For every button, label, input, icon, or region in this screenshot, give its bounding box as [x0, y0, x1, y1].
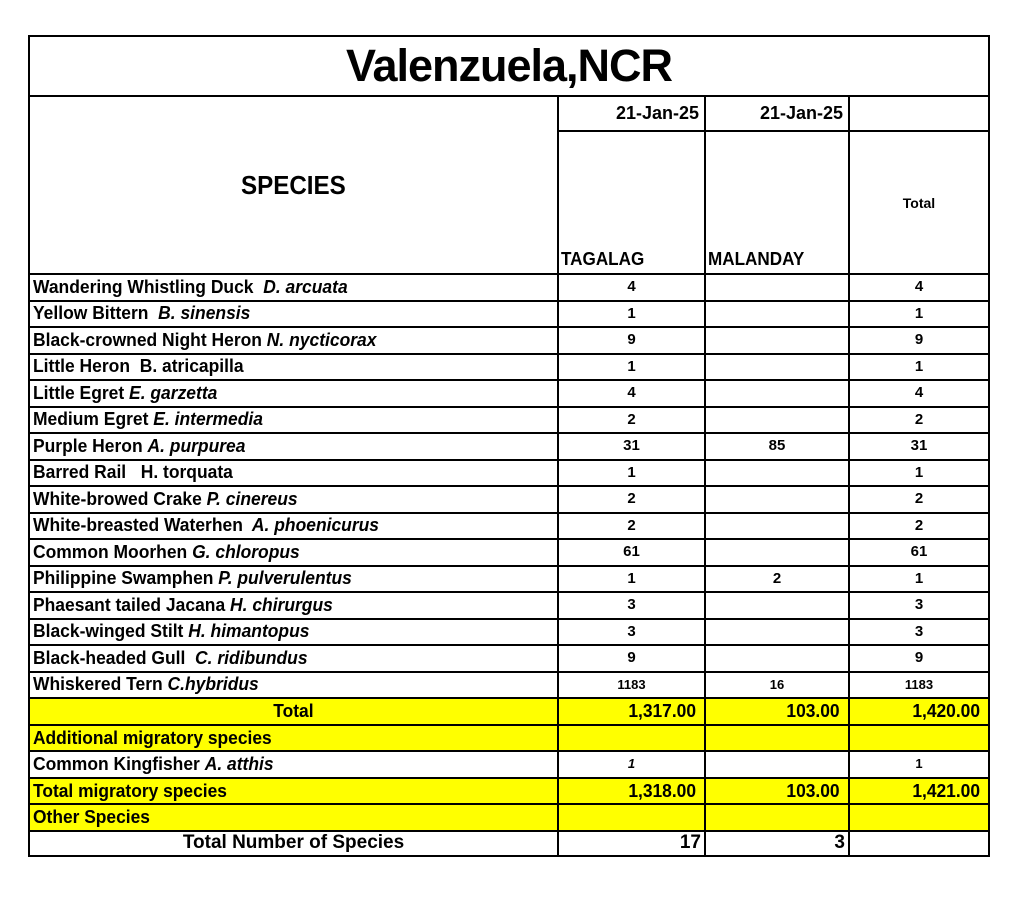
bird-count-sheet — [28, 35, 990, 857]
species-name-cell — [29, 354, 558, 381]
tagalag-value-cell — [558, 672, 705, 699]
scientific-name: C.hybridus — [167, 674, 259, 695]
malanday-value: 2 — [772, 569, 782, 587]
scientific-name: E. garzetta — [129, 382, 218, 403]
title-row — [29, 36, 989, 96]
row-label: Other Species — [33, 806, 150, 828]
scientific-name: C. ridibundus — [190, 647, 308, 668]
scientific-name: A. phoenicurus — [247, 515, 380, 536]
common-name: Common Kingfisher — [33, 753, 205, 774]
summary-label-cell — [29, 778, 558, 805]
species-header-cell — [29, 96, 558, 274]
tagalag-column-header-cell — [558, 131, 705, 274]
species-row — [29, 486, 989, 513]
summary-row — [29, 778, 989, 805]
species-name-cell — [29, 592, 558, 619]
total-value: 9 — [914, 649, 924, 667]
common-name: Philippine Swamphen — [33, 568, 219, 589]
tagalag-value-cell — [558, 566, 705, 593]
species-row — [29, 301, 989, 328]
tagalag-value: 1 — [627, 756, 636, 772]
total-value: 1 — [914, 304, 924, 322]
malanday-date: 21-Jan-25 — [759, 103, 843, 123]
tagalag-value-cell — [558, 592, 705, 619]
species-row — [29, 407, 989, 434]
species-row — [29, 274, 989, 301]
total-value-cell — [849, 672, 989, 699]
tagalag-value: 2 — [627, 410, 636, 428]
dates-row — [29, 96, 989, 131]
malanday-value-cell — [705, 804, 849, 831]
row-label: Total Number of Species — [182, 832, 405, 853]
date-cell-malanday — [705, 96, 849, 131]
malanday-value-cell — [705, 725, 849, 752]
malanday-value-cell — [705, 592, 849, 619]
malanday-value-cell — [705, 672, 849, 699]
common-name: Phaesant tailed Jacana — [33, 594, 231, 615]
tagalag-value-cell — [558, 539, 705, 566]
malanday-value-cell — [705, 751, 849, 778]
total-value-cell — [849, 433, 989, 460]
malanday-column-header-cell — [705, 131, 849, 274]
page-title: Valenzuela,NCR — [345, 40, 673, 91]
total-value: 1 — [914, 569, 924, 587]
malanday-value-cell — [705, 354, 849, 381]
species-name-cell — [29, 672, 558, 699]
malanday-column-label: MALANDAY — [708, 249, 805, 269]
tagalag-value: 31 — [623, 437, 640, 455]
malanday-value-cell — [705, 698, 849, 725]
species-name-cell — [29, 619, 558, 646]
species-name-cell — [29, 301, 558, 328]
common-name: Wandering Whistling Duck — [33, 276, 259, 297]
common-name: Black-crowned Night Heron — [33, 329, 267, 350]
species-name-cell — [29, 407, 558, 434]
total-value: 4 — [914, 278, 924, 296]
total-value: 1 — [915, 756, 923, 772]
scientific-name: A. purpurea — [147, 435, 246, 456]
scientific-name: D. arcuata — [258, 276, 348, 297]
total-value-cell — [849, 804, 989, 831]
tagalag-value: 1 — [627, 357, 636, 375]
summary-row — [29, 725, 989, 752]
tagalag-value: 4 — [627, 278, 636, 296]
scientific-name: E. intermedia — [153, 409, 263, 430]
species-name-cell — [29, 751, 558, 778]
total-value: 1183 — [904, 676, 934, 692]
species-name-cell — [29, 380, 558, 407]
species-name-cell — [29, 274, 558, 301]
malanday-value-cell — [705, 778, 849, 805]
tagalag-value: 1,317.00 — [628, 700, 696, 722]
common-name: White-browed Crake — [33, 488, 207, 509]
total-value-cell — [849, 486, 989, 513]
total-value-cell — [849, 831, 989, 856]
malanday-value-cell — [705, 327, 849, 354]
date-cell-total-empty — [849, 96, 989, 131]
total-value: 1,421.00 — [912, 779, 980, 801]
table-title-cell — [29, 36, 989, 96]
tagalag-value: 1,318.00 — [628, 779, 696, 801]
row-label: Total migratory species — [33, 779, 227, 801]
tagalag-value: 3 — [627, 596, 636, 614]
total-value-cell — [849, 460, 989, 487]
species-name-cell — [29, 513, 558, 540]
total-value-cell — [849, 380, 989, 407]
total-value-cell — [849, 725, 989, 752]
tagalag-value: 2 — [627, 490, 636, 508]
scientific-name: G. chloropus — [192, 541, 300, 562]
species-row — [29, 513, 989, 540]
total-value-cell — [849, 698, 989, 725]
tagalag-value: 17 — [679, 832, 701, 853]
tagalag-value-cell — [558, 301, 705, 328]
total-value: 9 — [914, 331, 924, 349]
scientific-name: N. nycticorax — [266, 329, 377, 350]
species-header-label: SPECIES — [241, 169, 346, 200]
summary-row — [29, 698, 989, 725]
total-value-cell — [849, 539, 989, 566]
total-value: 3 — [914, 596, 924, 614]
scientific-name: B. sinensis — [153, 303, 251, 324]
total-value-cell — [849, 619, 989, 646]
species-name-cell — [29, 645, 558, 672]
tagalag-value-cell — [558, 619, 705, 646]
tagalag-value-cell — [558, 354, 705, 381]
tagalag-date: 21-Jan-25 — [615, 103, 699, 123]
species-name-cell — [29, 486, 558, 513]
malanday-value-cell — [705, 380, 849, 407]
species-row — [29, 354, 989, 381]
species-row — [29, 433, 989, 460]
common-name: Little Egret — [33, 382, 130, 403]
scientific-name: B. atricapilla — [134, 356, 244, 377]
malanday-value-cell — [705, 566, 849, 593]
malanday-value: 103.00 — [786, 700, 840, 722]
total-value-cell — [849, 592, 989, 619]
common-name: Whiskered Tern — [33, 674, 168, 695]
total-value: 1 — [914, 357, 924, 375]
total-value-cell — [849, 751, 989, 778]
malanday-value-cell — [705, 301, 849, 328]
total-value-cell — [849, 778, 989, 805]
tagalag-value-cell — [558, 778, 705, 805]
summary-row — [29, 804, 989, 831]
malanday-value: 16 — [769, 676, 785, 692]
tagalag-value-cell — [558, 831, 705, 856]
total-value: 61 — [910, 543, 928, 561]
malanday-value-cell — [705, 831, 849, 856]
tagalag-value-cell — [558, 380, 705, 407]
common-name: Little Heron — [33, 356, 135, 377]
tagalag-value-cell — [558, 407, 705, 434]
total-value-cell — [849, 354, 989, 381]
tagalag-value: 61 — [623, 543, 640, 561]
species-row — [29, 751, 989, 778]
tagalag-value: 2 — [627, 516, 636, 534]
total-value: 2 — [914, 516, 924, 534]
tagalag-value: 1 — [627, 304, 636, 322]
total-value-cell — [849, 407, 989, 434]
grand-total-row — [29, 831, 989, 856]
malanday-value: 103.00 — [786, 779, 840, 801]
total-value: 3 — [914, 622, 924, 640]
scientific-name: P. cinereus — [206, 488, 298, 509]
total-value-cell — [849, 327, 989, 354]
common-name: Black-winged Stilt — [33, 621, 189, 642]
scientific-name: H. himantopus — [188, 621, 310, 642]
malanday-value-cell — [705, 486, 849, 513]
malanday-value: 85 — [768, 437, 786, 455]
malanday-value-cell — [705, 645, 849, 672]
common-name: Medium Egret — [33, 409, 154, 430]
tagalag-value: 1 — [627, 569, 636, 587]
summary-label-cell — [29, 804, 558, 831]
date-cell-tagalag — [558, 96, 705, 131]
tagalag-value-cell — [558, 460, 705, 487]
scientific-name: A. atthis — [204, 753, 274, 774]
tagalag-value: 3 — [627, 622, 636, 640]
species-row — [29, 539, 989, 566]
tagalag-value-cell — [558, 486, 705, 513]
total-value-cell — [849, 301, 989, 328]
species-row — [29, 327, 989, 354]
species-row — [29, 672, 989, 699]
malanday-value-cell — [705, 407, 849, 434]
summary-label-cell — [29, 698, 558, 725]
grand-total-label-cell — [29, 831, 558, 856]
malanday-value-cell — [705, 539, 849, 566]
row-label: Total — [273, 700, 314, 722]
common-name: Purple Heron — [33, 435, 148, 456]
tagalag-value: 9 — [627, 331, 636, 349]
tagalag-column-label: TAGALAG — [561, 249, 645, 269]
species-row — [29, 645, 989, 672]
common-name: White-breasted Waterhen — [33, 515, 248, 536]
species-name-cell — [29, 539, 558, 566]
total-value: 4 — [914, 384, 924, 402]
common-name: Black-headed Gull — [33, 647, 191, 668]
total-value-cell — [849, 645, 989, 672]
species-name-cell — [29, 460, 558, 487]
tagalag-value: 4 — [627, 384, 636, 402]
tagalag-value-cell — [558, 698, 705, 725]
malanday-value-cell — [705, 433, 849, 460]
scientific-name: H. torquata — [131, 462, 233, 483]
tagalag-value-cell — [558, 725, 705, 752]
summary-label-cell — [29, 725, 558, 752]
tagalag-value-cell — [558, 751, 705, 778]
tagalag-value: 1183 — [617, 676, 646, 692]
malanday-value-cell — [705, 513, 849, 540]
common-name: Barred Rail — [33, 462, 132, 483]
total-column-label: Total — [902, 194, 936, 211]
species-row — [29, 380, 989, 407]
total-value-cell — [849, 566, 989, 593]
species-row — [29, 592, 989, 619]
common-name: Yellow Bittern — [33, 303, 154, 324]
tagalag-value-cell — [558, 513, 705, 540]
total-value: 2 — [914, 410, 924, 428]
total-value-cell — [849, 513, 989, 540]
species-name-cell — [29, 327, 558, 354]
malanday-value: 3 — [834, 832, 845, 853]
malanday-value-cell — [705, 274, 849, 301]
tagalag-value-cell — [558, 804, 705, 831]
common-name: Common Moorhen — [33, 541, 193, 562]
tagalag-value-cell — [558, 645, 705, 672]
tagalag-value-cell — [558, 433, 705, 460]
tagalag-value: 9 — [627, 649, 636, 667]
tagalag-value: 1 — [627, 463, 636, 481]
total-value-cell — [849, 274, 989, 301]
total-value: 31 — [910, 437, 928, 455]
total-value: 2 — [914, 490, 924, 508]
row-label: Additional migratory species — [33, 726, 272, 748]
malanday-value-cell — [705, 460, 849, 487]
total-column-header-cell — [849, 131, 989, 274]
species-row — [29, 619, 989, 646]
tagalag-value-cell — [558, 327, 705, 354]
species-name-cell — [29, 566, 558, 593]
tagalag-value-cell — [558, 274, 705, 301]
scientific-name: P. pulverulentus — [218, 568, 352, 589]
species-name-cell — [29, 433, 558, 460]
malanday-value-cell — [705, 619, 849, 646]
scientific-name: H. chirurgus — [230, 594, 333, 615]
total-value: 1,420.00 — [912, 700, 980, 722]
total-value: 1 — [914, 463, 924, 481]
species-count-table — [28, 35, 990, 857]
species-row — [29, 566, 989, 593]
species-row — [29, 460, 989, 487]
species-table-body — [29, 274, 989, 856]
